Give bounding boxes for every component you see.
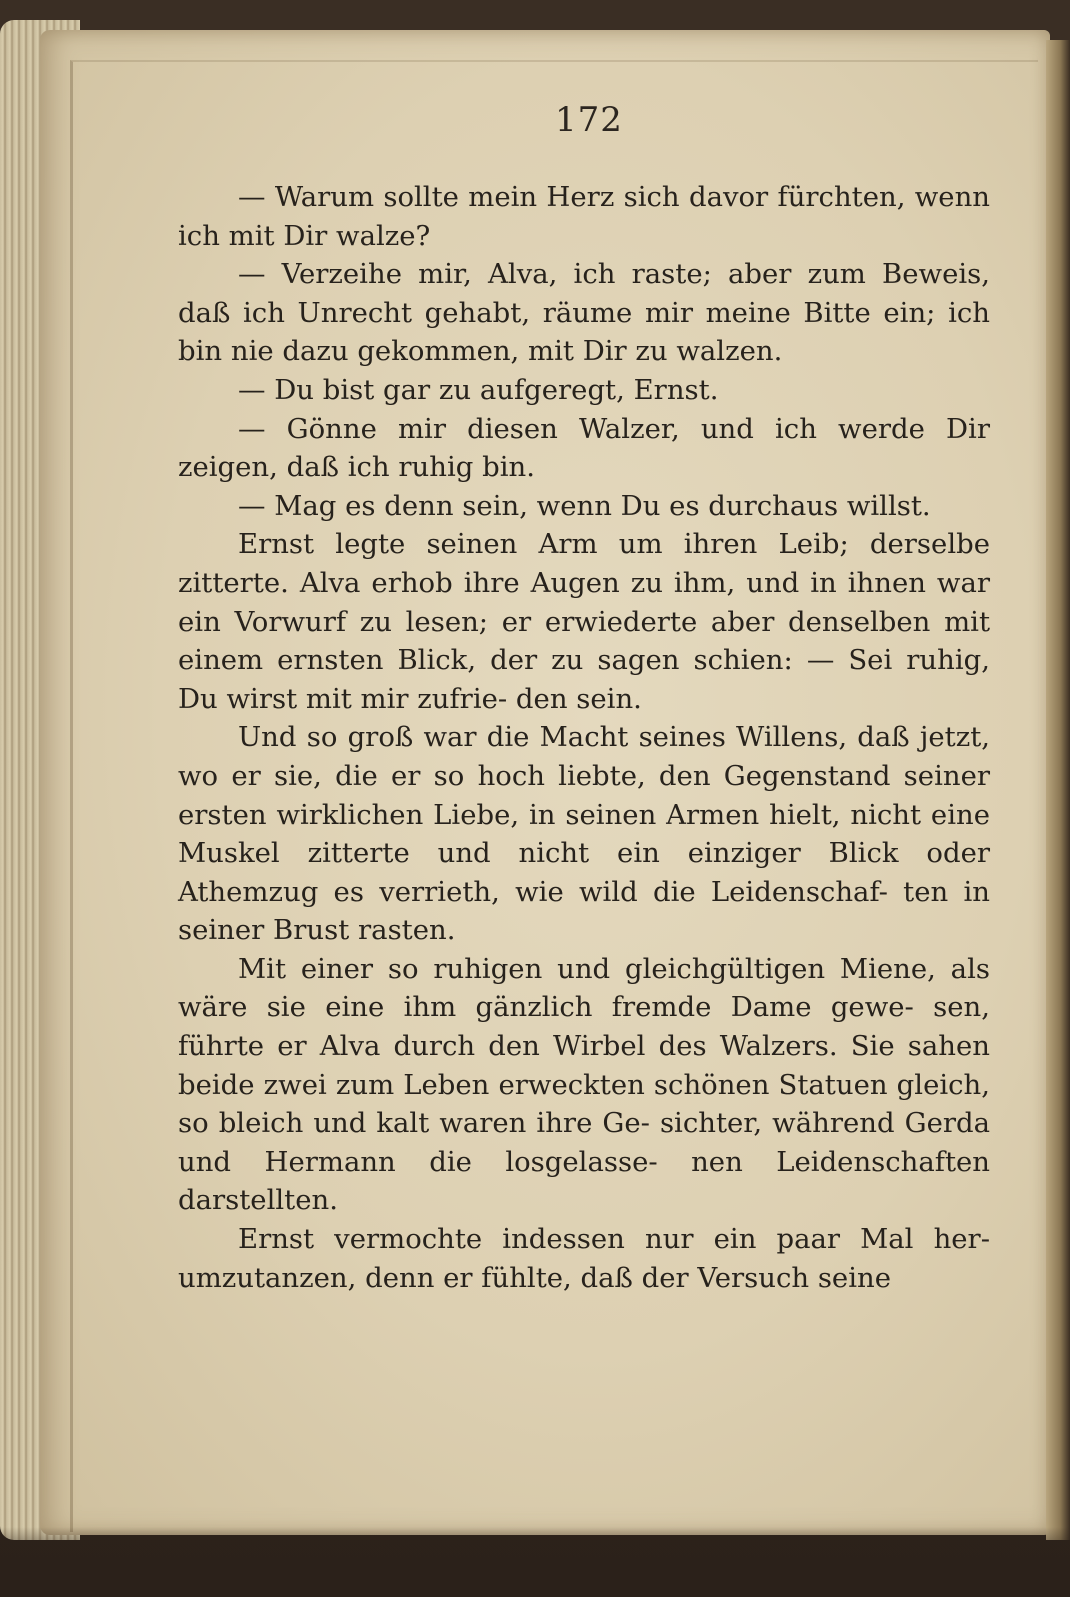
bottom-shadow — [0, 1527, 1070, 1597]
paragraph: Ernst legte seinen Arm um ihren Leib; derselbe zitterte. Alva erhob ihre Augen zu ihm, und in ihnen war ein Vorwurf zu lesen; er erwiederte aber denselben mit einem ernsten Blick, der zu sagen schien: — Sei ruhig, Du wirst mit mir zufrie- den sein. — [178, 528, 990, 715]
paragraph: — Verzeihe mir, Alva, ich raste; aber zum Beweis, daß ich Unrecht gehabt, räume mir meine Bitte ein; ich bin nie dazu gekommen, mit Dir zu walzen. — [178, 258, 990, 368]
paragraph: Mit einer so ruhigen und gleichgültigen Miene, als wäre sie eine ihm gänzlich fremde Dame gewe- sen, führte er Alva durch den Wirbel des Walzers. Sie sahen beide zwei zum Leben erweckten schönen Statuen gleich, so bleich und kalt waren ihre Ge- sichter, während Gerda und Hermann die losgelasse- nen Leidenschaften darstellten. — [178, 952, 990, 1217]
paragraph: — Gönne mir diesen Walzer, und ich werde Dir zeigen, daß ich ruhig bin. — [178, 412, 990, 484]
paragraph: Und so groß war die Macht seines Willens, daß jetzt, wo er sie, die er so hoch liebte, den Gegenstand seiner ersten wirklichen Liebe, in seinen Armen hielt, nicht eine Muskel zitterte und nicht ein einziger Blick oder Athemzug es verrieth, wie wild die Leidenschaf- ten in seiner Brust rasten. — [178, 721, 990, 947]
book-spine-edge — [1046, 40, 1070, 1540]
page-number: 172 — [555, 100, 623, 140]
page-text — [178, 178, 990, 1297]
paragraph: — Mag es denn sein, wenn Du es durchaus willst. — [238, 489, 931, 522]
paragraph: Ernst vermochte indessen nur ein paar Mal her- umzutanzen, denn er fühlte, daß der Versuch seine — [178, 1223, 990, 1294]
paragraph: — Warum sollte mein Herz sich davor fürchten, wenn ich mit Dir walze? — [178, 181, 990, 252]
paragraph: — Du bist gar zu aufgeregt, Ernst. — [238, 373, 719, 406]
